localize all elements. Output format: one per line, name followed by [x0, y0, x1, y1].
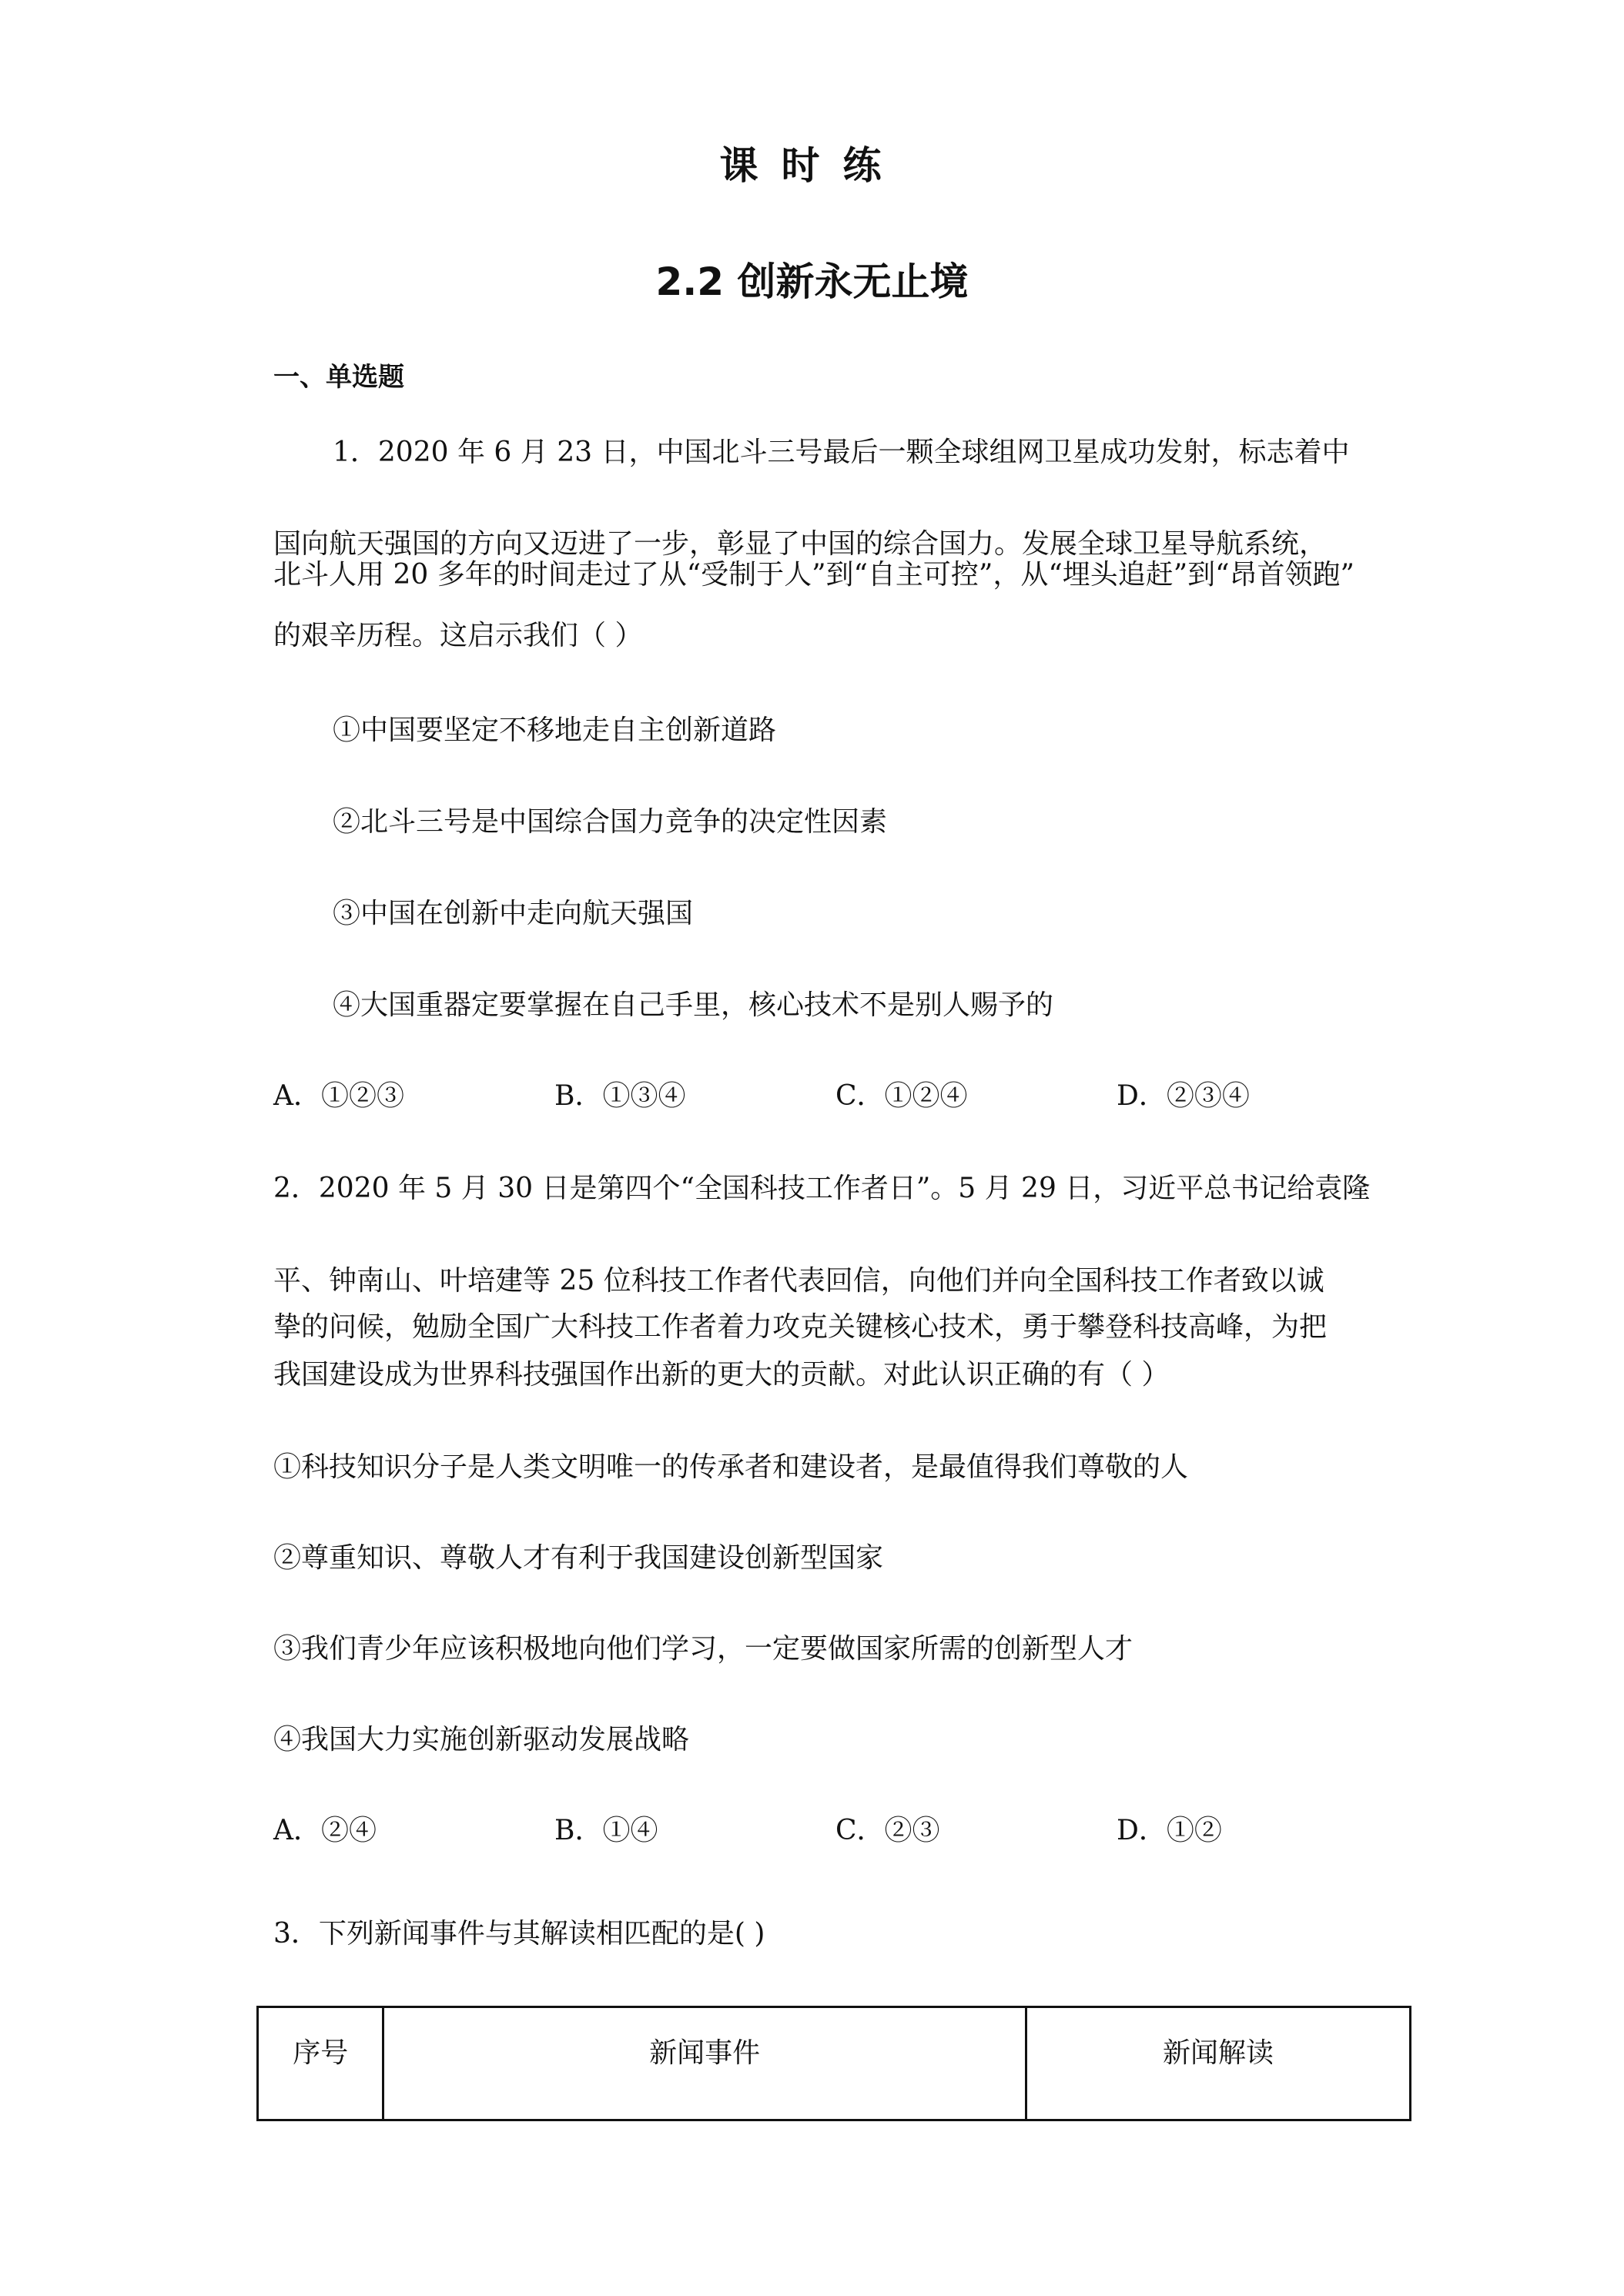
statement: ②尊重知识、尊敬人才有利于我国建设创新型国家 [273, 1542, 884, 1574]
table-header-row [258, 2007, 1411, 2120]
page-title: 课时练 [719, 143, 905, 188]
table-header-reading: 新闻解读 [1026, 2007, 1410, 2120]
question-stem-line: 的艰辛历程。这启示我们（ ） [273, 620, 643, 651]
question-stem-line: 我国建设成为世界科技强国作出新的更大的贡献。对此认识正确的有（ ） [273, 1359, 1170, 1391]
question-stem-line: 3．下列新闻事件与其解读相匹配的是( ) [273, 1918, 765, 1950]
option-d[interactable]: D．②③④ [1117, 1080, 1250, 1112]
statement: ④我国大力实施创新驱动发展战略 [273, 1724, 690, 1755]
statement: ①科技知识分子是人类文明唯一的传承者和建设者，是最值得我们尊敬的人 [273, 1451, 1189, 1483]
statement: ③中国在创新中走向航天强国 [333, 898, 694, 929]
question-stem-line: 1．2020 年 6 月 23 日，中国北斗三号最后一颗全球组网卫星成功发射，标志着中 [333, 437, 1350, 468]
option-c[interactable]: C．①②④ [835, 1080, 968, 1112]
option-b[interactable]: B．①④ [554, 1815, 658, 1846]
news-table [256, 2006, 1411, 2121]
question-stem-line: 国向航天强国的方向又迈进了一步，彰显了中国的综合国力。发展全球卫星导航系统， [273, 528, 1328, 560]
option-c[interactable]: C．②③ [835, 1815, 940, 1846]
question-stem-line: 2．2020 年 5 月 30 日是第四个“全国科技工作者日”。5 月 29 日，习近平总书记给袁隆 [273, 1173, 1371, 1204]
question-stem-line: 北斗人用 20 多年的时间走过了从“受制于人”到“自主可控”，从“埋头追赶”到“昂首领跑” [273, 559, 1354, 591]
statement: ④大国重器定要掌握在自己手里，核心技术不是别人赐予的 [333, 989, 1054, 1021]
question-stem-line: 挚的问候，勉励全国广大科技工作者着力攻克关键核心技术，勇于攀登科技高峰，为把 [273, 1311, 1328, 1343]
option-a[interactable]: A．①②③ [273, 1080, 404, 1112]
table-header-seq: 序号 [258, 2007, 383, 2120]
statement: ②北斗三号是中国综合国力竞争的决定性因素 [333, 806, 888, 838]
option-d[interactable]: D．①② [1117, 1815, 1222, 1846]
option-a[interactable]: A．②④ [273, 1815, 377, 1846]
statement: ③我们青少年应该积极地向他们学习，一定要做国家所需的创新型人才 [273, 1633, 1133, 1665]
table-header-event: 新闻事件 [383, 2007, 1026, 2120]
section-heading: 一、单选题 [273, 362, 404, 393]
lesson-title: 2.2 创新永无止境 [655, 259, 969, 304]
question-stem-line: 平、钟南山、叶培建等 25 位科技工作者代表回信，向他们并向全国科技工作者致以诚 [273, 1265, 1324, 1297]
option-b[interactable]: B．①③④ [554, 1080, 686, 1112]
answer-options [273, 1812, 1390, 1849]
answer-options [273, 1078, 1390, 1115]
statement: ①中国要坚定不移地走自主创新道路 [333, 715, 777, 746]
